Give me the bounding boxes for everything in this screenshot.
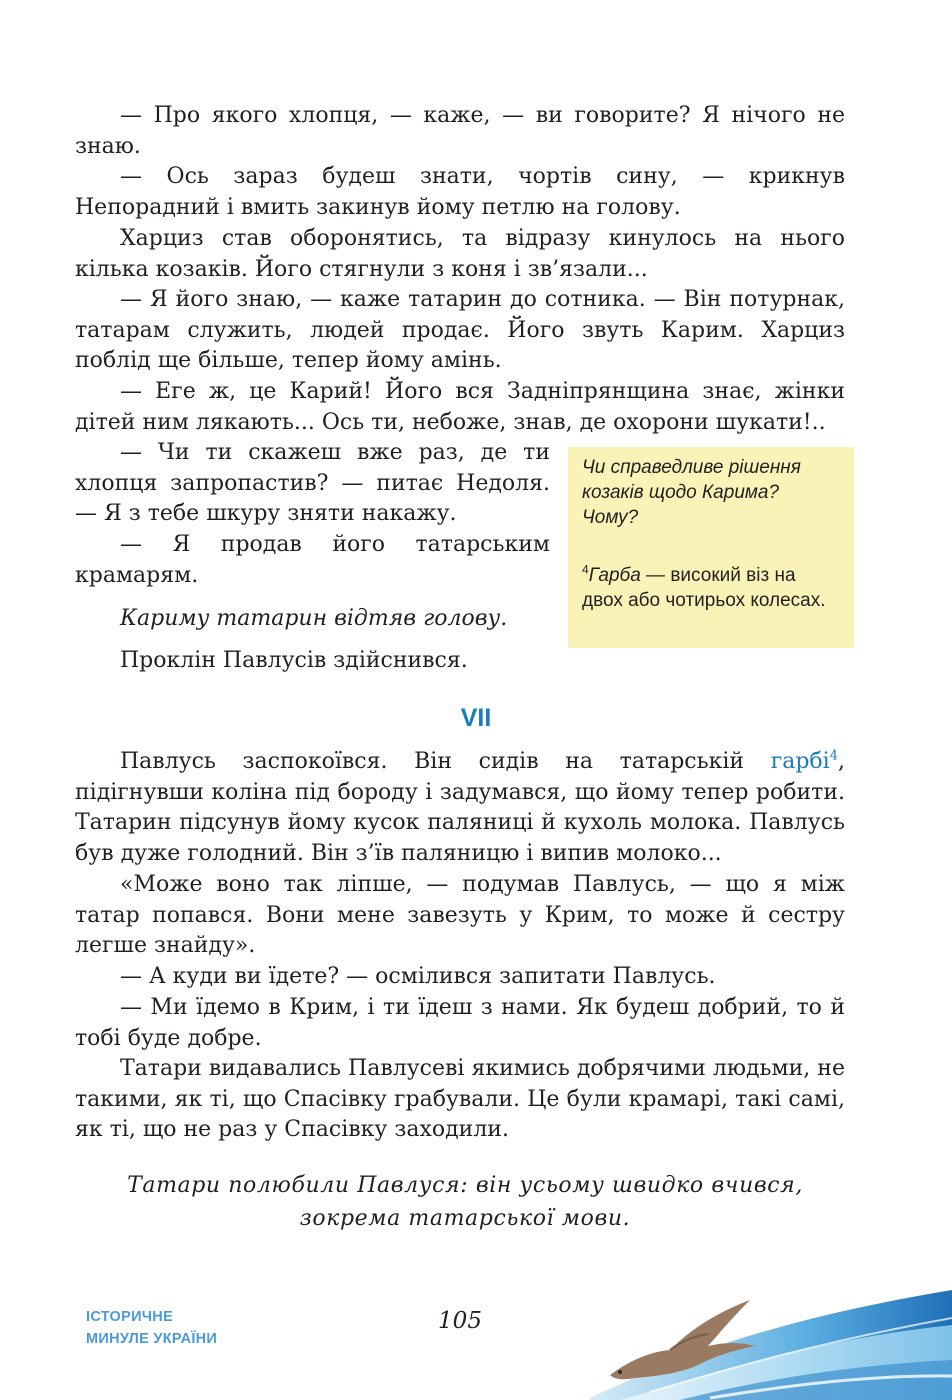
paragraph: — А куди ви їдете? — осмілився запитати Павлусь. (120, 964, 716, 989)
glossary-word[interactable]: гарбі (770, 749, 830, 774)
paragraph: «Може воно так ліпше, — подумав Павлусь, — що я між татар попався. Вони мене завезуть у Крим, то може й сестру легше знайду». (75, 872, 845, 959)
section-title-line: МИНУЛЕ УКРАЇНИ (86, 1331, 218, 1347)
paragraph (75, 747, 845, 869)
summary-line: Кариму татарин відтяв голову. (120, 606, 508, 631)
paragraph: — Я продав його татарським крамарям. (75, 532, 550, 588)
chapter-summary (0, 1169, 930, 1235)
chapter-heading: VII (460, 704, 492, 732)
footnote-definition: — високий віз на двох або чотирьох колесах. (582, 565, 826, 611)
paragraph: — Чи ти скажеш вже раз, де ти хлопця запропастив? — питає Недоля. — Я з тебе шкуру зняти накажу. (75, 440, 550, 527)
paragraph: — Про якого хлопця, — каже, — ви говорите? Я нічого не знаю. (75, 103, 845, 159)
bird-wave-decoration-icon (590, 1280, 952, 1400)
paragraph: — Еге ж, це Карий! Його вся Задніпрянщина знає, жінки дітей ним лякають... Ось ти, небоже, знав, де охорони шукати!.. (75, 379, 845, 435)
footnote-ref[interactable]: 4 (829, 748, 838, 764)
paragraph: Проклін Павлусів здійснився. (120, 648, 468, 673)
section-title-line: ІСТОРИЧНЕ (86, 1309, 174, 1325)
page-number: 105 (438, 1308, 482, 1334)
sidebox-footnote (582, 563, 840, 613)
paragraph: Харциз став оборонятись, та відразу кинулось на нього кілька козаків. Його стягнули з коня і зв’язали... (75, 226, 845, 282)
paragraph: — Ось зараз будеш знати, чортів сину, — крикнув Непорадний і вмить закинув йому петлю на голову. (75, 164, 845, 220)
summary-line: зокрема татарської мови. (299, 1206, 631, 1231)
footnote-term: Гарба (588, 565, 641, 586)
paragraph: Татари видавались Павлусеві якимись добрячими людьми, не такими, як ті, що Спасівку грабували. Це були крамарі, такі самі, як ті, що не раз у Спасівку заходили. (75, 1056, 845, 1143)
section-title (86, 1306, 217, 1350)
footnote-number: 4 (582, 562, 589, 577)
paragraph: — Я його знаю, — каже татарин до сотника. — Він потурнак, татарам служить, людей продає. Його звуть Карим. Харциз поблід ще більше, тепер йому амінь. (75, 287, 845, 374)
paragraph-rest: , підігнувши коліна під бороду і задумався, що йому тепер робити. Татарин підсунув йому кусок паляниці й кухоль молока. Павлусь був дуже голодний. Він з’їв паляницю і випив молоко... (75, 749, 845, 866)
paragraph-start: Павлусь заспокоївся. Він сидів на татарській (120, 749, 771, 774)
paragraph: — Ми їдемо в Крим, і ти їдеш з нами. Як будеш добрий, то й тобі буде добре. (75, 995, 845, 1051)
question-sidebox (568, 447, 854, 648)
glossary-link[interactable] (771, 749, 838, 774)
summary-line: Татари полюбили Павлуся: він усьому швидко вчився, (127, 1173, 803, 1198)
sidebox-question: Чи справедливе рішення козаків щодо Карима? Чому? (582, 457, 801, 528)
